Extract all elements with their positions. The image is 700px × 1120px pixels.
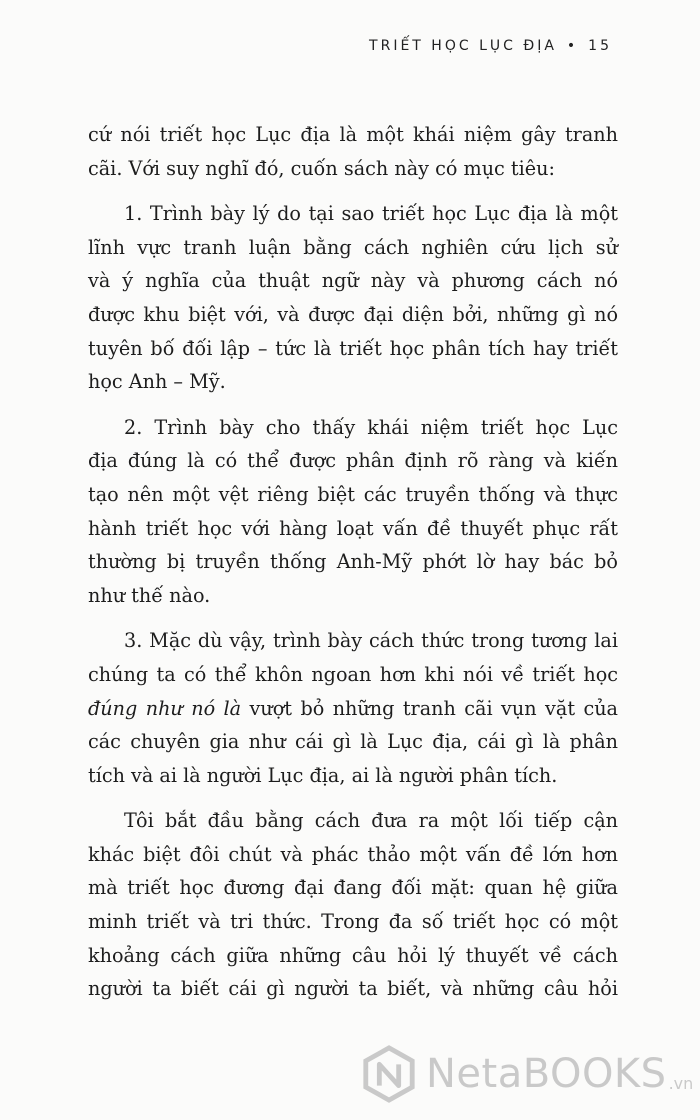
paragraph-line: Tôi bắt đầu bằng cách đưa ra một lối tiếp cận bbox=[124, 809, 618, 833]
list-item-3-line bbox=[88, 692, 618, 726]
list-item-2-line: tạo nên một vệt riêng biệt các truyền thống và thực bbox=[88, 482, 618, 506]
running-title: TRIẾT HỌC LỤC ĐỊA bbox=[369, 38, 557, 54]
text-line: cãi. Với suy nghĩ đó, cuốn sách này có mục tiêu: bbox=[88, 156, 555, 180]
list-item-1-line: lĩnh vực tranh luận bằng cách nghiên cứu lịch sử bbox=[88, 235, 618, 259]
list-item-1-line: tuyên bố đối lập – tức là triết học phân tích hay triết bbox=[88, 336, 618, 360]
running-header bbox=[369, 38, 612, 54]
paragraph-line: người ta biết cái gì người ta biết, và những câu hỏi bbox=[88, 977, 618, 1001]
list-item-2-line: địa đúng là có thể được phân định rõ ràng và kiến bbox=[88, 449, 618, 473]
paragraph-line: khoảng cách giữa những câu hỏi lý thuyết về cách bbox=[88, 943, 618, 967]
list-item-3-line: các chuyên gia như cái gì là Lục địa, cái gì là phân bbox=[88, 730, 618, 754]
list-item-2-line: 2. Trình bày cho thấy khái niệm triết học Lục bbox=[124, 415, 618, 439]
list-item-1-line: được khu biệt với, và được đại diện bởi, những gì nó bbox=[88, 302, 618, 326]
list-item-1-line: và ý nghĩa của thuật ngữ này và phương cách nó bbox=[88, 269, 618, 293]
line-rest: vượt bỏ những tranh cãi vụn vặt của bbox=[241, 696, 618, 720]
list-item-2-line: thường bị truyền thống Anh-Mỹ phớt lờ hay bác bỏ bbox=[88, 550, 618, 574]
page-number: 15 bbox=[588, 38, 612, 54]
header-bullet: • bbox=[566, 38, 579, 54]
watermark-brand: NetaBOOKS bbox=[426, 1051, 667, 1097]
list-item-3-line: 3. Mặc dù vậy, trình bày cách thức trong tương lai bbox=[124, 629, 618, 653]
paragraph-line: mà triết học đương đại đang đối mặt: quan hệ giữa bbox=[88, 876, 618, 900]
list-item-2-line: hành triết học với hàng loạt vấn đề thuyết phục rất bbox=[88, 516, 618, 540]
list-item-3-line: chúng ta có thể khôn ngoan hơn khi nói về triết học bbox=[88, 662, 618, 686]
list-item-2-line: như thế nào. bbox=[88, 583, 211, 607]
list-item-1-line: 1. Trình bày lý do tại sao triết học Lục địa là một bbox=[124, 202, 618, 226]
italic-phrase: đúng như nó là bbox=[88, 696, 242, 720]
list-item-1-line: học Anh – Mỹ. bbox=[88, 370, 226, 394]
netabooks-logo-icon bbox=[360, 1045, 418, 1103]
paragraph-line: khác biệt đôi chút và phác thảo một vấn đề lớn hơn bbox=[88, 842, 618, 866]
watermark-suffix: .vn bbox=[668, 1074, 694, 1093]
paragraph-line: minh triết và tri thức. Trong đa số triết học có một bbox=[88, 910, 618, 934]
watermark bbox=[360, 1045, 693, 1103]
list-item-3-line: tích và ai là người Lục địa, ai là người phân tích. bbox=[88, 763, 558, 787]
text-line: cứ nói triết học Lục địa là một khái niệm gây tranh bbox=[88, 123, 618, 146]
page-body bbox=[88, 118, 618, 1006]
